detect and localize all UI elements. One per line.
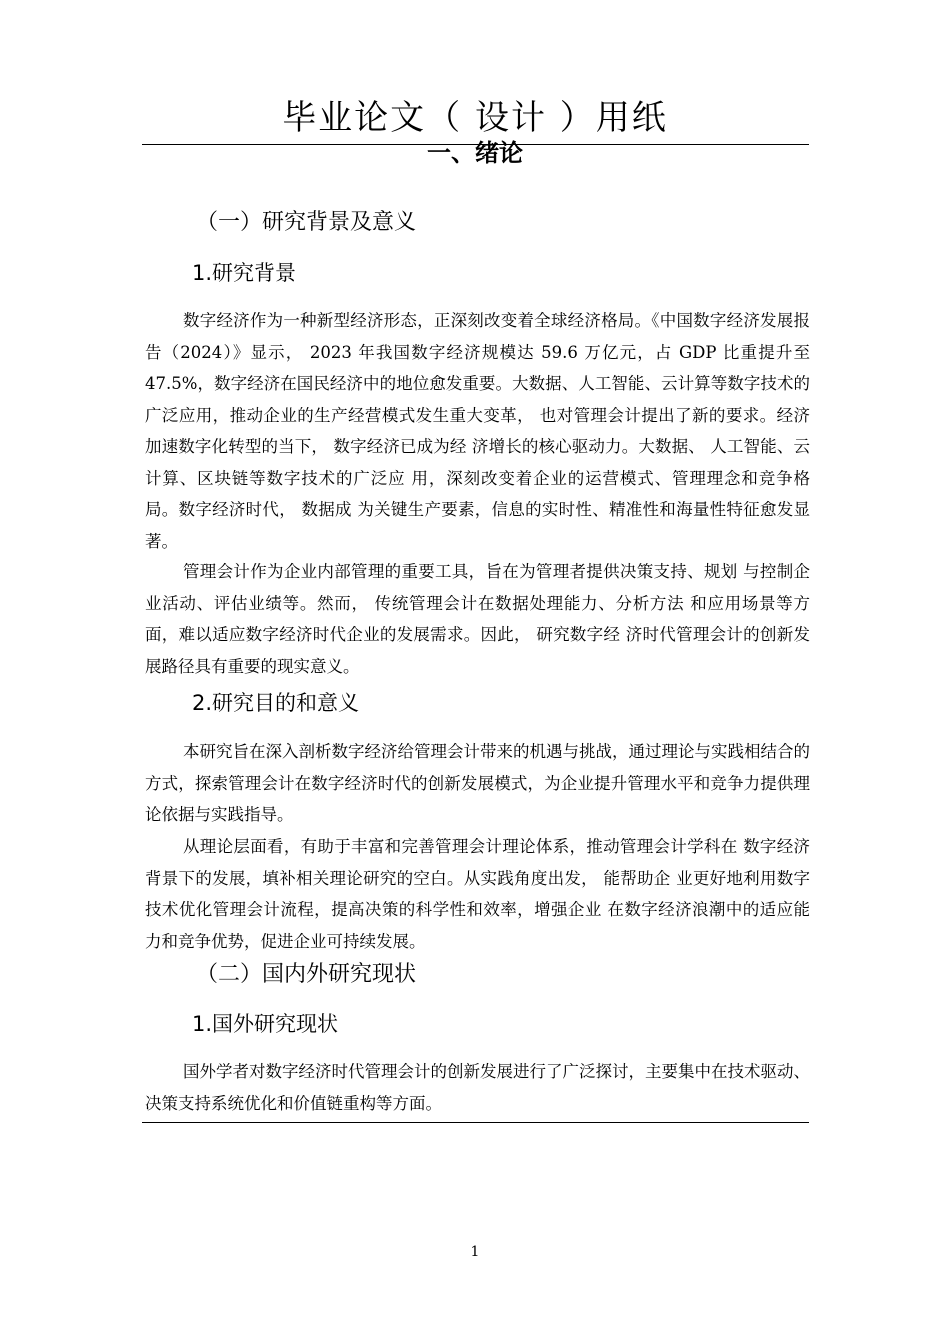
page-header-title: 毕业论文（ 设计 ）用纸 [282,98,668,138]
subsection-heading-purpose: 2.研究目的和意义 [192,691,360,715]
chapter-title: 一、绪论 [427,139,523,167]
subsection-heading-foreign-research: 1.国外研究现状 [192,1012,339,1036]
paragraph-purpose-1: 本研究旨在深入剖析数字经济给管理会计带来的机遇与挑战，通过理论与实践相结合的方式，探索管理会计在数字经济时代的创新发展模式，为企业提升管理水平和竞争力提供理论依据与实践指导。 [145,742,810,824]
paragraph-background-1: 数字经济作为一种新型经济形态，正深刻改变着全球经济格局。《中国数字经济发展报告（2024）》显示， 2023 年我国数字经济规模达 59.6 万亿元，占 GDP 比重提升至 47.5%，数字经济在国民经济中的地位愈发重要。大数据、人工智能、云计算等数字技术的广泛应用，推动企业的生产经营模式发生重大变革， 也对管理会计提出了新的要求。经济加速数字化转型的当下， 数字经济已成为经 济增长的核心驱动力。大数据、 人工智能、云计算、区块链等数字技术的广泛应 用，深刻改变着企业的运营模式、管理理念和竞争格局。数字经济时代， 数据成 为关键生产要素，信息的实时性、精准性和海量性特征愈发显著。 [145,311,810,551]
paragraph-foreign-research: 国外学者对数字经济时代管理会计的创新发展进行了广泛探讨，主要集中在技术驱动、决策支持系统优化和价值链重构等方面。 [145,1062,810,1113]
page-number: 1 [470,1244,480,1260]
footer-rule [142,1122,809,1123]
section-heading-research-status: （二）国内外研究现状 [196,962,417,987]
paragraph-background-2: 管理会计作为企业内部管理的重要工具，旨在为管理者提供决策支持、规划 与控制企业活动、评估业绩等。然而， 传统管理会计在数据处理能力、分析方法 和应用场景等方面，难以适应数字经济时代企业的发展需求。因此， 研究数字经 济时代管理会计的创新发展路径具有重要的现实意义。 [145,562,810,676]
paragraph-purpose-2: 从理论层面看，有助于丰富和完善管理会计理论体系，推动管理会计学科在 数字经济背景下的发展，填补相关理论研究的空白。从实践角度出发， 能帮助企 业更好地利用数字技术优化管理会计流程，提高决策的科学性和效率，增强企业 在数字经济浪潮中的适应能力和竞争优势，促进企业可持续发展。 [145,837,810,951]
subsection-heading-background: 1.研究背景 [192,261,297,285]
section-heading-background: （一）研究背景及意义 [196,210,417,235]
